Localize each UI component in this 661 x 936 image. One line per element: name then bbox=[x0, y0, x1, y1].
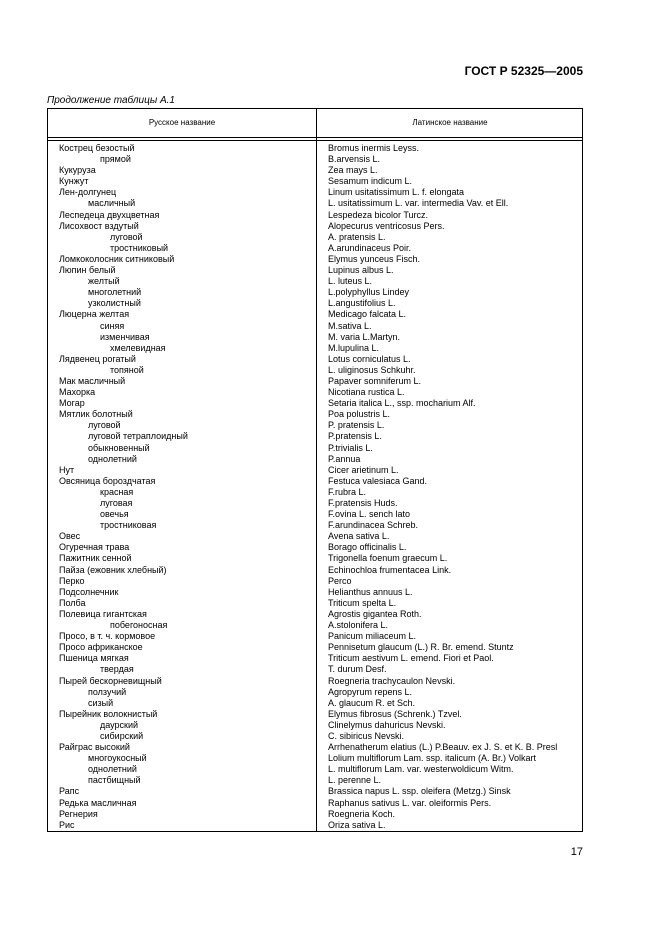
table-row bbox=[48, 775, 582, 786]
latin-name-cell: Medicago falcata L. bbox=[328, 309, 407, 320]
table-row bbox=[48, 443, 582, 454]
table-row bbox=[48, 542, 582, 553]
latin-name-cell: Oriza sativa L. bbox=[328, 819, 386, 830]
table-row bbox=[48, 753, 582, 764]
russian-name-cell: сибирский bbox=[100, 730, 144, 741]
russian-name-cell: Нут bbox=[59, 464, 75, 475]
table-header bbox=[48, 109, 582, 138]
table-row bbox=[48, 343, 582, 354]
table-row bbox=[48, 520, 582, 531]
latin-name-cell: L.polyphyllus Lindey bbox=[328, 287, 410, 298]
latin-name-cell: L. perenne L. bbox=[328, 775, 382, 786]
latin-name-cell: Bromus inermis Leyss. bbox=[328, 143, 420, 153]
latin-name-cell: F.arundinacea Schreb. bbox=[328, 520, 419, 531]
russian-name-cell: Пажитник сенной bbox=[59, 553, 132, 564]
latin-name-cell: T. durum Desf. bbox=[328, 664, 387, 675]
russian-name-cell: Кунжут bbox=[59, 176, 89, 187]
latin-name-cell: Triticum spelta L. bbox=[328, 597, 397, 608]
latin-name-cell: Avena sativa L. bbox=[328, 531, 390, 542]
latin-name-cell: Perco bbox=[328, 575, 352, 586]
russian-name-cell: Рис bbox=[59, 819, 75, 830]
table-row bbox=[48, 154, 582, 165]
table-row bbox=[48, 365, 582, 376]
russian-name-cell: Лен-долгунец bbox=[59, 187, 117, 198]
table-row bbox=[48, 198, 582, 209]
russian-name-cell: луговой тетраплоидный bbox=[88, 431, 188, 442]
latin-name-cell: P. pratensis L. bbox=[328, 420, 385, 431]
russian-name-cell: тростниковый bbox=[110, 242, 169, 253]
column-header-latin: Латинское название bbox=[412, 118, 488, 127]
latin-name-cell: Roegneria trachycaulon Nevski. bbox=[328, 675, 456, 686]
table-row bbox=[48, 642, 582, 653]
russian-name-cell: обыкновенный bbox=[88, 442, 150, 453]
table-row bbox=[48, 354, 582, 365]
russian-name-cell: Лисохвост вздутый bbox=[59, 220, 139, 231]
russian-name-cell: Полба bbox=[59, 597, 86, 608]
table-row bbox=[48, 565, 582, 576]
latin-name-cell: Zea mays L. bbox=[328, 165, 378, 176]
latin-name-cell: A.arundinaceus Poir. bbox=[328, 242, 412, 253]
russian-name-cell: узколистный bbox=[88, 298, 141, 309]
russian-name-cell: топяной bbox=[110, 364, 144, 375]
table-row bbox=[48, 376, 582, 387]
table-row bbox=[48, 165, 582, 176]
russian-name-cell: Люцерна желтая bbox=[59, 309, 130, 320]
table-row bbox=[48, 509, 582, 520]
latin-name-cell: F.rubra L. bbox=[328, 486, 367, 497]
latin-name-cell: Raphanus sativus L. var. oleiformis Pers. bbox=[328, 797, 492, 808]
russian-name-cell: масличный bbox=[88, 198, 136, 209]
table-caption: Продолжение таблицы А.1 bbox=[47, 95, 175, 106]
table-row bbox=[48, 143, 582, 154]
table-row bbox=[48, 254, 582, 265]
latin-name-cell: Arrhenatherum elatius (L.) P.Beauv. ex J. S. et K. B. Presl bbox=[328, 742, 558, 753]
russian-name-cell: луговой bbox=[88, 420, 121, 431]
russian-name-cell: Мятлик болотный bbox=[59, 409, 133, 420]
latin-name-cell: L. multiflorum Lam. var. westerwoldicum Witm. bbox=[328, 764, 514, 775]
russian-name-cell: однолетний bbox=[88, 453, 137, 464]
table-row bbox=[48, 431, 582, 442]
table-row bbox=[48, 820, 582, 831]
latin-name-cell: Linum usitatissimum L. f. elongata bbox=[328, 187, 465, 198]
latin-name-cell: Sesamum indicum L. bbox=[328, 176, 413, 187]
latin-name-cell: Lotus corniculatus L. bbox=[328, 353, 411, 364]
russian-name-cell: Пырейник волокнистый bbox=[59, 708, 158, 719]
russian-name-cell: Лядвенец рогатый bbox=[59, 353, 136, 364]
latin-name-cell: P.trivialis L. bbox=[328, 442, 373, 453]
latin-name-cell: F.pratensis Huds. bbox=[328, 498, 398, 508]
latin-name-cell: A. pratensis L. bbox=[328, 231, 386, 242]
latin-name-cell: B.arvensis L. bbox=[328, 154, 381, 165]
latin-name-cell: Elymus fibrosus (Schrenk.) Tzvel. bbox=[328, 708, 462, 719]
table-row bbox=[48, 298, 582, 309]
russian-name-cell: Полевица гигантская bbox=[59, 608, 147, 619]
latin-name-cell: Agropyrum repens L. bbox=[328, 686, 413, 697]
latin-name-cell: Helianthus annuus L. bbox=[328, 586, 413, 597]
russian-name-cell: хмелевидная bbox=[110, 342, 166, 353]
russian-name-cell: Райграс высокий bbox=[59, 742, 130, 753]
table-row bbox=[48, 398, 582, 409]
russian-name-cell: Пайза (ежовник хлебный) bbox=[59, 564, 167, 575]
russian-name-cell: синяя bbox=[100, 320, 125, 331]
table-row bbox=[48, 653, 582, 664]
latin-name-cell: Triticum aestivum L. emend. Fiori et Paol. bbox=[328, 653, 494, 664]
latin-name-cell: Panicum miliaceum L. bbox=[328, 631, 417, 642]
russian-name-cell: Просо, в т. ч. кормовое bbox=[59, 631, 156, 642]
russian-name-cell: изменчивая bbox=[100, 331, 150, 342]
table-row bbox=[48, 709, 582, 720]
table-row bbox=[48, 553, 582, 564]
latin-name-cell: L. luteus L. bbox=[328, 276, 373, 287]
table-row bbox=[48, 598, 582, 609]
latin-name-cell: Borago officinalis L. bbox=[328, 542, 407, 553]
latin-name-cell: L.angustifolius L. bbox=[328, 298, 396, 309]
russian-name-cell: многолетний bbox=[88, 287, 142, 298]
table-body bbox=[48, 143, 582, 831]
latin-name-cell: Roegneria Koch. bbox=[328, 808, 396, 819]
latin-name-cell: Alopecurus ventricosus Pers. bbox=[328, 220, 445, 231]
table-row bbox=[48, 265, 582, 276]
table-row bbox=[48, 742, 582, 753]
russian-name-cell: луговая bbox=[100, 498, 133, 508]
standard-code: ГОСТ Р 52325—2005 bbox=[464, 64, 583, 78]
russian-name-cell: Леспедеца двухцветная bbox=[59, 209, 160, 220]
table-row bbox=[48, 465, 582, 476]
table-row bbox=[48, 276, 582, 287]
table-row bbox=[48, 498, 582, 509]
russian-name-cell: Пшеница мягкая bbox=[59, 653, 129, 664]
table-row bbox=[48, 176, 582, 187]
russian-name-cell: сизый bbox=[88, 697, 114, 708]
russian-name-cell: Регнерия bbox=[59, 808, 98, 819]
russian-name-cell: Перко bbox=[59, 575, 85, 586]
table-row bbox=[48, 798, 582, 809]
russian-name-cell: прямой bbox=[100, 154, 131, 165]
table-row bbox=[48, 786, 582, 797]
latin-name-cell: Poa polustris L. bbox=[328, 409, 391, 420]
latin-name-cell: Pennisetum glaucum (L.) R. Br. emend. Stuntz bbox=[328, 642, 514, 653]
russian-name-cell: Огуречная трава bbox=[59, 542, 130, 553]
latin-name-cell: F.ovina L. sench lato bbox=[328, 509, 411, 520]
russian-name-cell: красная bbox=[100, 486, 134, 497]
latin-name-cell: Brassica napus L. ssp. oleifera (Metzg.) Sinsk bbox=[328, 786, 511, 797]
table-row bbox=[48, 187, 582, 198]
table-row bbox=[48, 221, 582, 232]
table-row bbox=[48, 232, 582, 243]
russian-name-cell: Подсолнечник bbox=[59, 586, 119, 597]
table-row bbox=[48, 487, 582, 498]
latin-name-cell: Clinelymus dahuricus Nevski. bbox=[328, 719, 446, 730]
russian-name-cell: Махорка bbox=[59, 387, 96, 398]
latin-name-cell: Lespedeza bicolor Turcz. bbox=[328, 209, 429, 220]
table-row bbox=[48, 620, 582, 631]
latin-name-cell: M.lupulina L. bbox=[328, 342, 380, 353]
latin-name-cell: Papaver somniferum L. bbox=[328, 375, 422, 386]
table-row bbox=[48, 420, 582, 431]
table-row bbox=[48, 243, 582, 254]
table-row bbox=[48, 676, 582, 687]
russian-name-cell: овечья bbox=[100, 509, 129, 520]
table-row bbox=[48, 609, 582, 620]
table-row bbox=[48, 321, 582, 332]
table-row bbox=[48, 631, 582, 642]
table-row bbox=[48, 587, 582, 598]
table-row bbox=[48, 287, 582, 298]
latin-name-cell: Setaria italica L., ssp. mocharium Alf. bbox=[328, 398, 476, 409]
latin-name-cell: M. varia L.Martyn. bbox=[328, 331, 401, 342]
column-header-russian: Русское название bbox=[148, 118, 216, 127]
table-row bbox=[48, 409, 582, 420]
russian-name-cell: луговой bbox=[110, 231, 143, 242]
latin-name-cell: P.pratensis L. bbox=[328, 431, 382, 442]
latin-name-cell: Elymus yunceus Fisch. bbox=[328, 253, 421, 264]
table-row bbox=[48, 576, 582, 587]
table-row bbox=[48, 309, 582, 320]
latin-name-cell: L. usitatissimum L. var. intermedia Vav. et Ell. bbox=[328, 198, 509, 209]
russian-name-cell: многоукосный bbox=[88, 753, 147, 764]
russian-name-cell: Могар bbox=[59, 398, 85, 409]
table-row bbox=[48, 454, 582, 465]
table-row bbox=[48, 332, 582, 343]
russian-name-cell: Кострец безостый bbox=[59, 143, 135, 153]
russian-name-cell: Рапс bbox=[59, 786, 80, 797]
table-row bbox=[48, 809, 582, 820]
page-number: 17 bbox=[570, 846, 583, 858]
russian-name-cell: ползучий bbox=[88, 686, 127, 697]
russian-name-cell: твердая bbox=[100, 664, 134, 675]
table-row bbox=[48, 531, 582, 542]
russian-name-cell: Овес bbox=[59, 531, 81, 542]
names-table bbox=[47, 108, 583, 832]
latin-name-cell: M.sativa L. bbox=[328, 320, 372, 331]
latin-name-cell: A. glaucum R. et Sch. bbox=[328, 697, 416, 708]
table-row bbox=[48, 720, 582, 731]
russian-name-cell: Кукуруза bbox=[59, 165, 96, 176]
russian-name-cell: побегоносная bbox=[110, 620, 168, 631]
latin-name-cell: Nicotiana rustica L. bbox=[328, 387, 405, 398]
table-row bbox=[48, 664, 582, 675]
russian-name-cell: Мак масличный bbox=[59, 375, 126, 386]
table-row bbox=[48, 687, 582, 698]
latin-name-cell: Lupinus albus L. bbox=[328, 265, 394, 276]
latin-name-cell: C. sibiricus Nevski. bbox=[328, 730, 405, 741]
latin-name-cell: Agrostis gigantea Roth. bbox=[328, 608, 422, 619]
russian-name-cell: Овсяница бороздчатая bbox=[59, 475, 156, 486]
russian-name-cell: Люпин белый bbox=[59, 265, 116, 276]
table-row bbox=[48, 210, 582, 221]
latin-name-cell: Trigonella foenum graecum L. bbox=[328, 553, 448, 564]
table-row bbox=[48, 387, 582, 398]
russian-name-cell: Редька масличная bbox=[59, 797, 137, 808]
russian-name-cell: Просо африканское bbox=[59, 642, 143, 653]
russian-name-cell: даурский bbox=[100, 719, 139, 730]
latin-name-cell: Festuca valesiaca Gand. bbox=[328, 475, 428, 486]
latin-name-cell: L. uliginosus Schkuhr. bbox=[328, 364, 416, 375]
latin-name-cell: Echinochloa frumentacea Link. bbox=[328, 564, 452, 575]
russian-name-cell: желтый bbox=[88, 276, 120, 287]
russian-name-cell: Ломкоколосник ситниковый bbox=[59, 253, 175, 264]
table-row bbox=[48, 698, 582, 709]
table-row bbox=[48, 731, 582, 742]
table-row bbox=[48, 764, 582, 775]
latin-name-cell: Lolium multiflorum Lam. ssp. italicum (A. Br.) Volkart bbox=[328, 753, 537, 764]
latin-name-cell: P.annua bbox=[328, 453, 361, 464]
russian-name-cell: тростниковая bbox=[100, 520, 157, 531]
russian-name-cell: однолетний bbox=[88, 764, 137, 775]
russian-name-cell: пастбищный bbox=[88, 775, 141, 786]
latin-name-cell: Cicer arietinum L. bbox=[328, 464, 399, 475]
latin-name-cell: A.stolonifera L. bbox=[328, 620, 389, 631]
russian-name-cell: Пырей бескорневищный bbox=[59, 675, 162, 686]
table-row bbox=[48, 476, 582, 487]
